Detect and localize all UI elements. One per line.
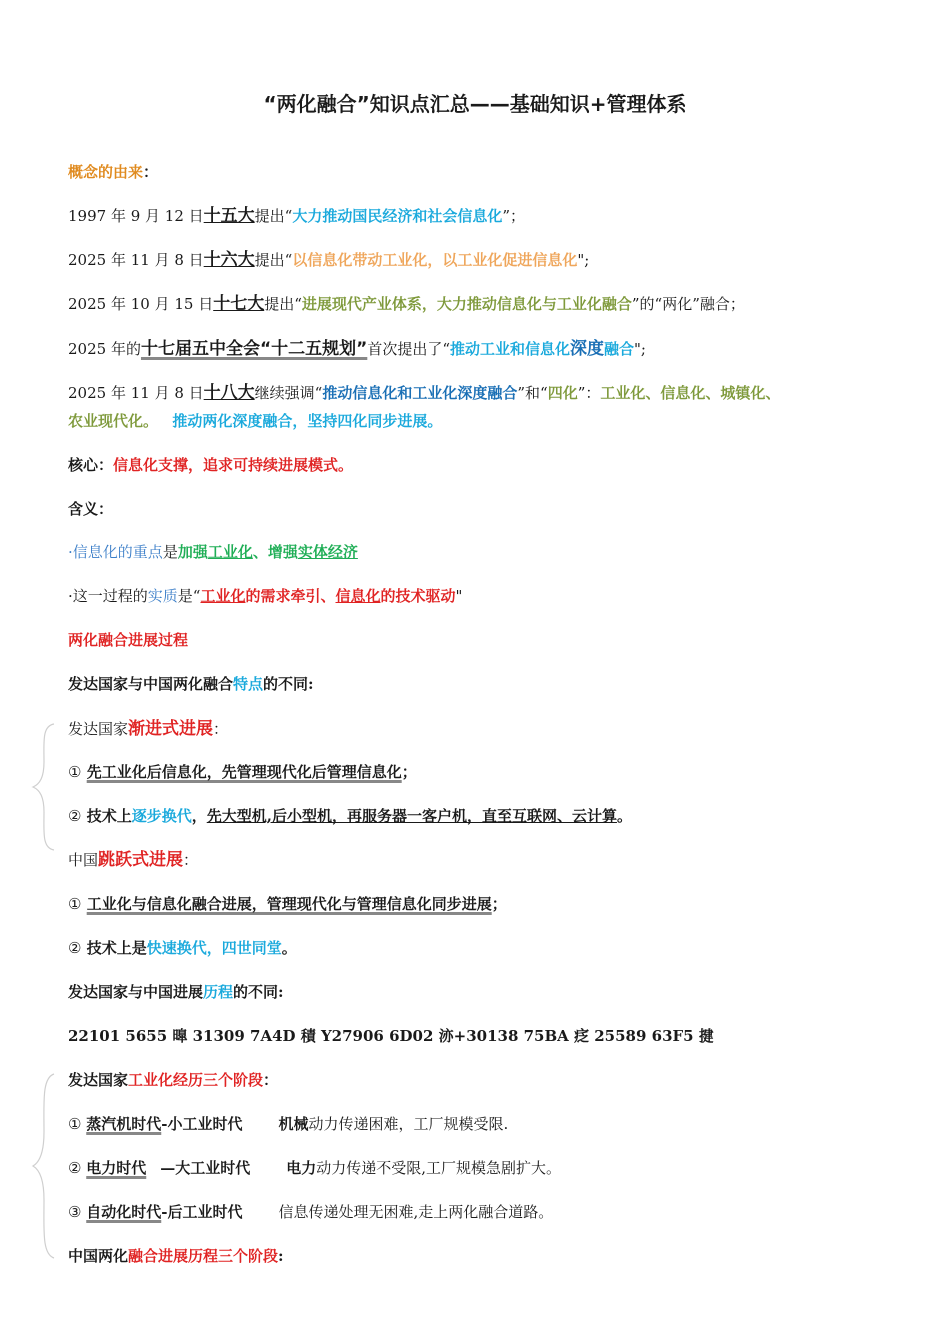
developed-item-2: ② 技术上逐步换代，先大型机,后小型机，再服务器一客户机，直至互联网、云计算。 [68,807,632,825]
meaning-point-1: ·信息化的重点是加强工业化、增强实体经济 [68,543,358,561]
developed-item-1: ① 先工业化后信息化，先管理现代化后管理信息化； [68,763,417,781]
brace-decoration-1 [30,722,56,852]
origin-line-1: 1997 年 9 月 12 日十五大提出“大力推动国民经济和社会信息化”； [68,206,526,226]
developed-heading: 发达国家渐进式进展： [68,719,229,739]
meaning-point-2: ·这一过程的实质是“工业化的需求牵引、信息化的技术驱动" [68,587,463,605]
code-line: 22101 5655 曍 31309 7A4D 積 Y27906 6D02 洂+30138 75BA 疺 25589 63F5 揵 [68,1027,714,1045]
history-heading: 发达国家与中国进展历程的不同: [68,983,284,1001]
meaning-label: 含义： [68,500,114,518]
process-heading: 两化融合进展过程 [68,631,189,649]
stage-item-3: ③ 自动化时代-后工业时代 信息传递处理无困难,走上两化融合道路。 [68,1203,554,1221]
stage-item-1: ① 蒸汽机时代-小工业时代 机械动力传递困难，工厂规模受限. [68,1115,509,1133]
core-line: 核心：信息化支撑，追求可持续进展模式。 [68,456,354,474]
features-heading: 发达国家与中国两化融合特点的不同: [68,675,314,693]
origin-line-2: 2025 年 11 月 8 日十六大提出“以信息化带动工业化，以工业化促进信息化"; [68,250,590,270]
china-item-1: ① 工业化与信息化融合进展，管理现代化与管理信息化同步进展； [68,895,507,913]
origin-line-5-cont: 农业现代化。 推动两化深度融合，坚持四化同步进展。 [68,412,443,430]
origin-line-3: 2025 年 10 月 15 日十七大提出“进展现代产业体系，大力推动信息化与工业化融合”的“两化”融合； [68,294,745,314]
china-heading: 中国跳跃式进展： [68,850,199,870]
china-stages-heading: 中国两化融合进展历程三个阶段: [68,1247,284,1265]
stages-heading: 发达国家工业化经历三个阶段： [68,1071,279,1089]
china-item-2: ② 技术上是快速换代，四世同堂。 [68,939,297,957]
origin-line-4: 2025 年的十七届五中全会“十二五规划”首次提出了“推动工业和信息化深度融合"; [68,339,646,359]
brace-decoration-2 [30,1072,56,1260]
stage-item-2: ② 电力时代 —大工业时代 电力动力传递不受限,工厂规模急剧扩大。 [68,1159,562,1177]
document-title: “两化融合”知识点汇总——基础知识+管理体系 [263,92,687,116]
origin-heading: 概念的由来： [68,163,159,181]
origin-line-5: 2025 年 11 月 8 日十八大继续强调“推动信息化和工业化深度融合”和“四化”：工业化、信息化、城镇化、 [68,383,781,403]
